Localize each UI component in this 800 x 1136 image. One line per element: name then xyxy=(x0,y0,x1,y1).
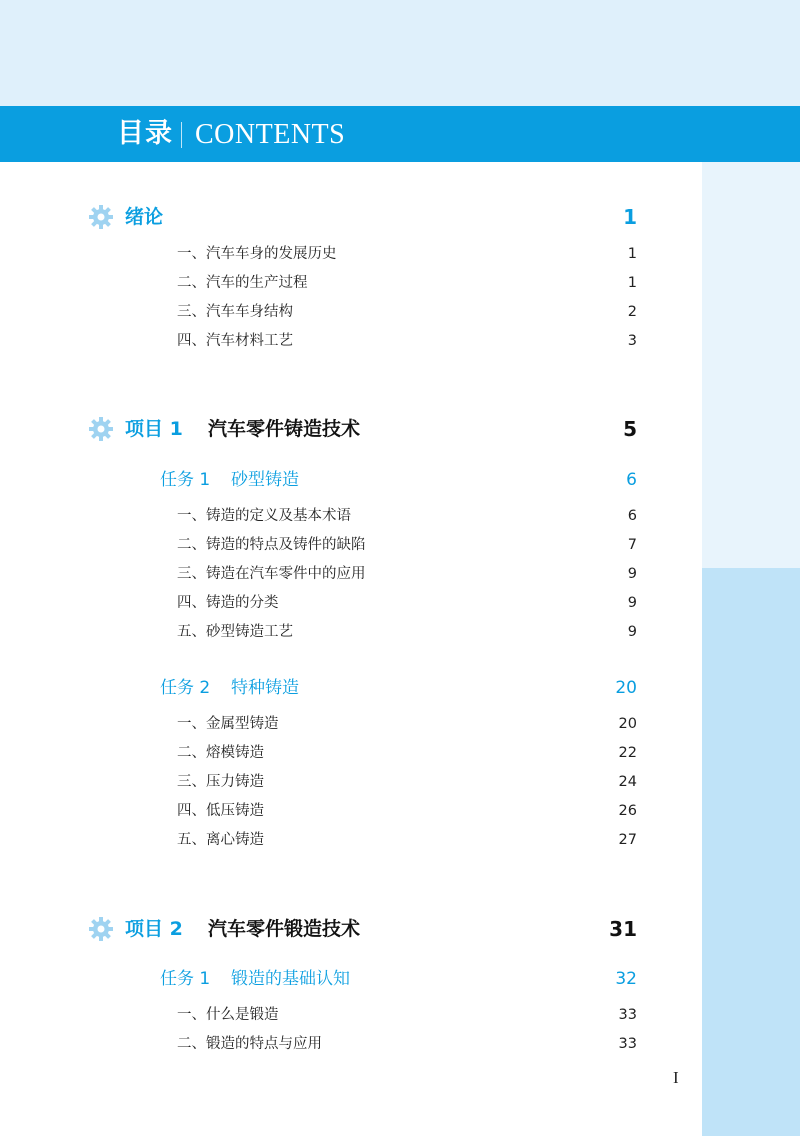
task-page: 32 xyxy=(615,969,637,989)
toc-item[interactable]: 一、金属型铸造 xyxy=(177,716,279,732)
task-title[interactable]: 砂型铸造 xyxy=(231,470,299,490)
toc-item-page: 26 xyxy=(618,803,637,819)
toc-item[interactable]: 四、铸造的分类 xyxy=(177,595,279,611)
top-band xyxy=(0,0,800,106)
project2-title[interactable]: 汽车零件锻造技术 xyxy=(208,918,361,940)
toc-item-page: 22 xyxy=(618,745,637,761)
toc-item-page: 33 xyxy=(618,1007,637,1023)
toc-item[interactable]: 一、铸造的定义及基本术语 xyxy=(177,508,351,524)
page-title-cn: 目录 xyxy=(117,118,173,149)
side-strip-light xyxy=(702,162,800,568)
toc-item-page: 9 xyxy=(627,595,637,611)
toc-item-page: 3 xyxy=(627,333,637,349)
toc-item[interactable]: 五、砂型铸造工艺 xyxy=(177,624,293,640)
toc-item[interactable]: 三、汽车车身结构 xyxy=(177,304,293,320)
project1-page: 5 xyxy=(623,417,637,441)
toc-item[interactable]: 二、熔模铸造 xyxy=(177,745,264,761)
toc-item-page: 27 xyxy=(618,832,637,848)
intro-title[interactable]: 绪论 xyxy=(125,206,164,228)
side-strip-dark xyxy=(702,568,800,1136)
task-page: 20 xyxy=(615,678,637,698)
task-label: 任务 2 xyxy=(160,678,211,698)
task-title[interactable]: 特种铸造 xyxy=(231,678,299,698)
task-label: 任务 1 xyxy=(160,969,211,989)
toc-item[interactable]: 一、什么是锻造 xyxy=(177,1007,279,1023)
project2-label: 项目 2 xyxy=(125,918,183,940)
toc-item-page: 9 xyxy=(627,624,637,640)
toc-item-page: 33 xyxy=(618,1036,637,1052)
gear-icon xyxy=(88,416,114,442)
toc-item-page: 20 xyxy=(618,716,637,732)
task-page: 6 xyxy=(626,470,637,490)
toc-item[interactable]: 二、锻造的特点与应用 xyxy=(177,1036,322,1052)
toc-item-page: 2 xyxy=(627,304,637,320)
toc-item[interactable]: 五、离心铸造 xyxy=(177,832,264,848)
toc-item-page: 9 xyxy=(627,566,637,582)
toc-item-page: 6 xyxy=(627,508,637,524)
toc-item[interactable]: 二、铸造的特点及铸件的缺陷 xyxy=(177,537,366,553)
toc-item[interactable]: 三、铸造在汽车零件中的应用 xyxy=(177,566,366,582)
page-title-en: CONTENTS xyxy=(195,119,346,150)
toc-item-page: 1 xyxy=(627,246,637,262)
toc-item-page: 24 xyxy=(618,774,637,790)
gear-icon xyxy=(88,204,114,230)
toc-item-page: 1 xyxy=(627,275,637,291)
task-label: 任务 1 xyxy=(160,470,211,490)
intro-page: 1 xyxy=(623,205,637,229)
toc-item[interactable]: 四、汽车材料工艺 xyxy=(177,333,293,349)
project1-label: 项目 1 xyxy=(125,418,183,440)
gear-icon xyxy=(88,916,114,942)
task-title[interactable]: 锻造的基础认知 xyxy=(231,969,350,989)
page-number: I xyxy=(673,1068,679,1087)
toc-item[interactable]: 一、汽车车身的发展历史 xyxy=(177,246,337,262)
project2-page: 31 xyxy=(609,917,637,941)
title-divider xyxy=(181,122,182,148)
project1-title[interactable]: 汽车零件铸造技术 xyxy=(208,418,361,440)
toc-item[interactable]: 二、汽车的生产过程 xyxy=(177,275,308,291)
toc-item[interactable]: 四、低压铸造 xyxy=(177,803,264,819)
toc-item[interactable]: 三、压力铸造 xyxy=(177,774,264,790)
toc-item-page: 7 xyxy=(627,537,637,553)
